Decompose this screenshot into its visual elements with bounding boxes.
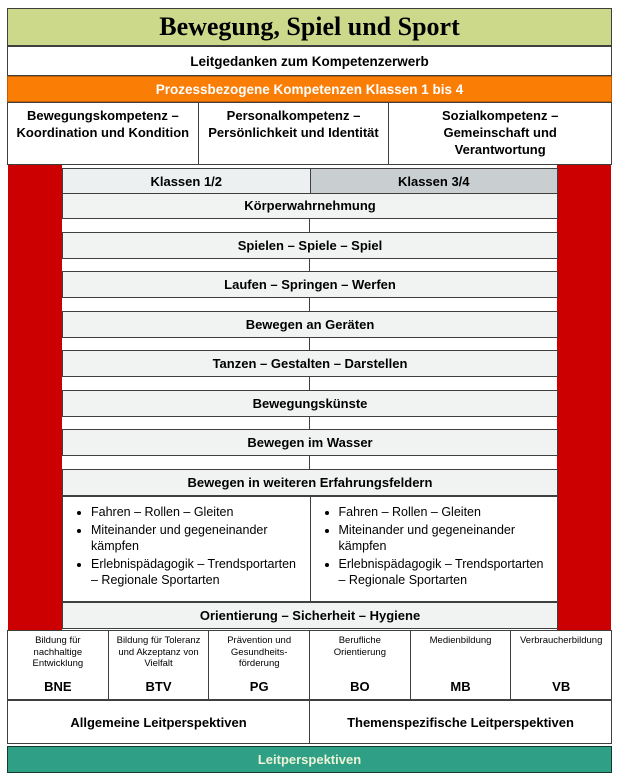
red-column-left	[8, 165, 62, 630]
competency-box-sozial: Sozialkompetenz – Gemeinschaft und Verantwortung	[389, 102, 612, 165]
perspective-label: Bildung für Toleranz und Akzeptanz von Vielfalt	[116, 635, 201, 670]
perspective-label: Prävention und Gesundheitsförderung	[227, 635, 292, 670]
content-bar-koerperwahrnehmung: Körperwahrnehmung	[62, 192, 558, 219]
bullet-item: • Miteinander und gegeneinander kämpfen	[91, 522, 306, 554]
group-themenspezifische: Themenspezifische Leitperspektiven	[310, 700, 612, 744]
perspective-row	[7, 630, 612, 700]
orientation-bar: Orientierung – Sicherheit – Hygiene	[62, 602, 558, 629]
perspective-abbr: BNE	[44, 679, 72, 694]
subtitle-bar: Leitgedanken zum Kompetenzerwerb	[7, 46, 612, 76]
bullet-item: • Fahren – Rollen – Gleiten	[91, 504, 306, 520]
perspective-box-btv	[109, 630, 210, 700]
competency-box-bewegung: Bewegungskompetenz – Koordination und Kondition	[7, 102, 199, 165]
competency-box-personal: Personalkompetenz – Persönlichkeit und Identität	[199, 102, 390, 165]
perspective-box-pg	[209, 630, 310, 700]
content-bar-erfahrungsfelder: Bewegen in weiteren Erfahrungsfeldern	[62, 469, 558, 496]
class-header-row	[62, 168, 558, 194]
content-bar-laufen: Laufen – Springen – Werfen	[62, 271, 558, 298]
content-bar-wasser: Bewegen im Wasser	[62, 429, 558, 456]
perspective-box-vb	[511, 630, 612, 700]
content-bar-bewegungskuenste: Bewegungskünste	[62, 390, 558, 417]
perspective-box-bo	[310, 630, 411, 700]
experience-bullets-right	[311, 497, 558, 601]
experience-bullets-left	[63, 497, 311, 601]
perspective-label: Verbraucherbildung	[519, 635, 603, 646]
competency-row	[7, 102, 612, 165]
bullet-item: • Erlebnispädagogik – Trendsportarten – Regionale Sportarten	[91, 556, 306, 588]
perspective-box-bne	[7, 630, 109, 700]
process-competencies-band: Prozessbezogene Kompetenzen Klassen 1 bis 4	[7, 76, 612, 102]
footer-band-leitperspektiven: Leitperspektiven	[7, 746, 612, 773]
perspective-abbr: VB	[552, 679, 571, 694]
bullet-item: • Fahren – Rollen – Gleiten	[339, 504, 554, 520]
perspective-group-row	[7, 700, 612, 744]
content-bar-tanzen: Tanzen – Gestalten – Darstellen	[62, 350, 558, 377]
perspective-abbr: MB	[450, 679, 471, 694]
class-header-3-4: Klassen 3/4	[310, 168, 559, 194]
content-bar-spielen: Spielen – Spiele – Spiel	[62, 232, 558, 259]
group-allgemeine: Allgemeine Leitperspektiven	[7, 700, 310, 744]
red-column-right	[557, 165, 611, 630]
perspective-label: Berufliche Orientierung	[333, 635, 386, 658]
page-title: Bewegung, Spiel und Sport	[7, 8, 612, 46]
perspective-abbr: PG	[249, 679, 269, 694]
perspective-abbr: BTV	[145, 679, 172, 694]
experience-fields-box	[62, 496, 558, 602]
bullet-item: • Miteinander und gegeneinander kämpfen	[339, 522, 554, 554]
perspective-box-mb	[411, 630, 512, 700]
class-header-1-2: Klassen 1/2	[62, 168, 310, 194]
content-bar-geraete: Bewegen an Geräten	[62, 311, 558, 338]
perspective-label: Bildung für nachhaltige Entwicklung	[32, 635, 84, 670]
bullet-item: • Erlebnispädagogik – Trendsportarten – Regionale Sportarten	[339, 556, 554, 588]
perspective-abbr: BO	[350, 679, 370, 694]
perspective-label: Medienbildung	[429, 635, 492, 646]
curriculum-diagram	[7, 8, 612, 773]
